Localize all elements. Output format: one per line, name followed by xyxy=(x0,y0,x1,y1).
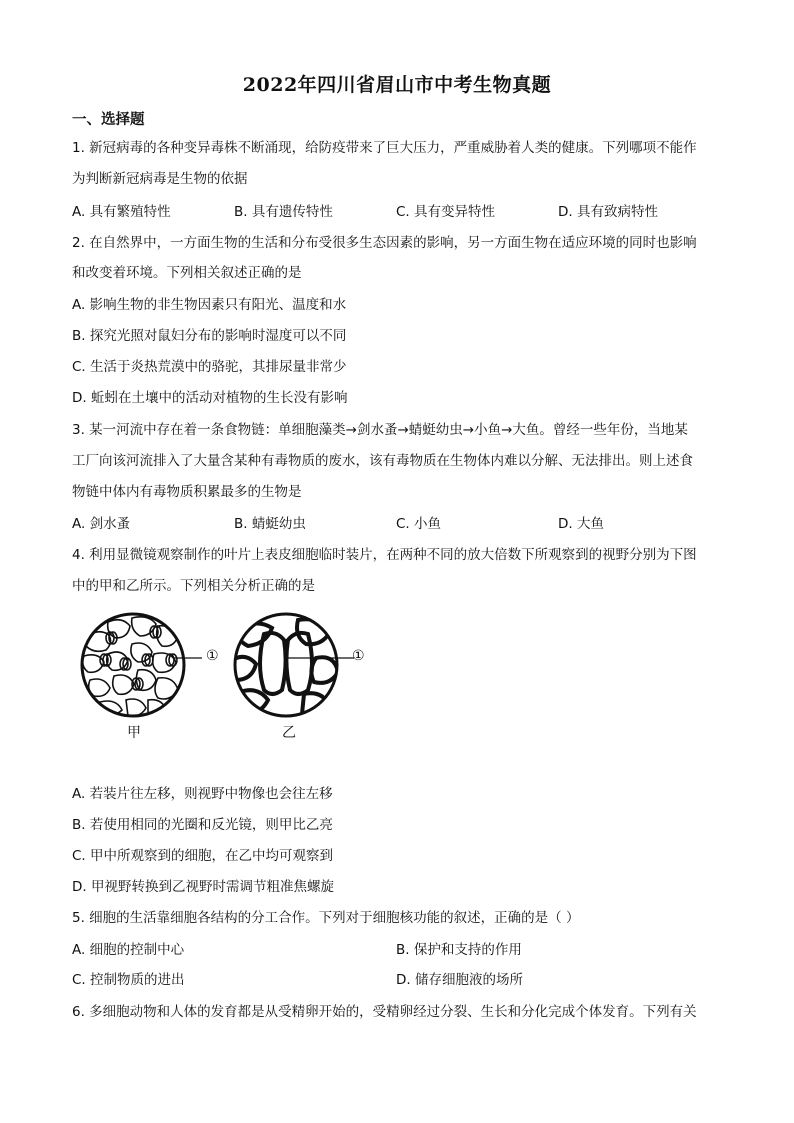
figure-marker-jia: ① xyxy=(206,648,219,664)
q5-option-c: C. 控制物质的进出 xyxy=(72,972,185,988)
q3-stem-line2: 工厂向该河流排入了大量含某种有毒物质的废水，该有毒物质在生物体内难以分解、无法排出。则上述食 xyxy=(72,453,693,469)
q1-option-d: D. 具有致病特性 xyxy=(558,204,658,220)
figure-label-yi: 乙 xyxy=(282,725,296,741)
q3-option-d: D. 大鱼 xyxy=(558,516,604,532)
q4-option-d: D. 甲视野转换到乙视野时需调节粗准焦螺旋 xyxy=(72,879,334,895)
figure-marker-yi: ① xyxy=(352,648,365,664)
q2-option-b: B. 探究光照对鼠妇分布的影响时湿度可以不同 xyxy=(72,328,347,344)
q1-option-a: A. 具有繁殖特性 xyxy=(72,204,171,220)
q4-option-b: B. 若使用相同的光圈和反光镜，则甲比乙亮 xyxy=(72,817,333,833)
q5-option-a: A. 细胞的控制中心 xyxy=(72,942,185,958)
q2-option-a: A. 影响生物的非生物因素只有阳光、温度和水 xyxy=(72,297,347,313)
q3-option-b: B. 蜻蜓幼虫 xyxy=(234,516,306,532)
microscope-field-yi xyxy=(226,610,376,720)
q3-option-c: C. 小鱼 xyxy=(396,516,442,532)
q3-stem-line1: 3. 某一河流中存在着一条食物链：单细胞藻类→剑水蚤→蜻蜓幼虫→小鱼→大鱼。曾经一些年份，当地某 xyxy=(72,422,688,438)
q1-stem-line1: 1. 新冠病毒的各种变异毒株不断涌现，给防疫带来了巨大压力，严重威胁着人类的健康。下列哪项不能作 xyxy=(72,140,697,156)
q2-stem-line1: 2. 在自然界中，一方面生物的生活和分布受很多生态因素的影响，另一方面生物在适应环境的同时也影响 xyxy=(72,235,697,251)
q6-stem-line1: 6. 多细胞动物和人体的发育都是从受精卵开始的，受精卵经过分裂、生长和分化完成个体发育。下列有关 xyxy=(72,1004,697,1020)
q3-option-a: A. 剑水蚤 xyxy=(72,516,131,532)
page-title: 2022年四川省眉山市中考生物真题 xyxy=(242,74,552,96)
q5-option-d: D. 储存细胞液的场所 xyxy=(396,972,523,988)
microscope-field-jia xyxy=(78,610,228,720)
q5-option-b: B. 保护和支持的作用 xyxy=(396,942,522,958)
q4-stem-line2: 中的甲和乙所示。下列相关分析正确的是 xyxy=(72,578,315,594)
q2-stem-line2: 和改变着环境。下列相关叙述正确的是 xyxy=(72,265,302,281)
q1-stem-line2: 为判断新冠病毒是生物的依据 xyxy=(72,171,248,187)
q2-option-d: D. 蚯蚓在土壤中的活动对植物的生长没有影响 xyxy=(72,390,348,406)
figure-label-jia: 甲 xyxy=(127,725,141,741)
q1-option-b: B. 具有遗传特性 xyxy=(234,204,333,220)
q3-stem-line3: 物链中体内有毒物质积累最多的生物是 xyxy=(72,484,302,500)
q2-option-c: C. 生活于炎热荒漠中的骆驼，其排尿量非常少 xyxy=(72,359,347,375)
section-heading: 一、选择题 xyxy=(72,112,145,128)
q5-stem-line1: 5. 细胞的生活靠细胞各结构的分工合作。下列对于细胞核功能的叙述，正确的是（ ） xyxy=(72,910,580,926)
q1-option-c: C. 具有变异特性 xyxy=(396,204,496,220)
q4-stem-line1: 4. 利用显微镜观察制作的叶片上表皮细胞临时装片，在两种不同的放大倍数下所观察到的视野分别为下图 xyxy=(72,547,697,563)
q4-option-c: C. 甲中所观察到的细胞，在乙中均可观察到 xyxy=(72,848,334,864)
q4-option-a: A. 若装片往左移，则视野中物像也会往左移 xyxy=(72,786,333,802)
